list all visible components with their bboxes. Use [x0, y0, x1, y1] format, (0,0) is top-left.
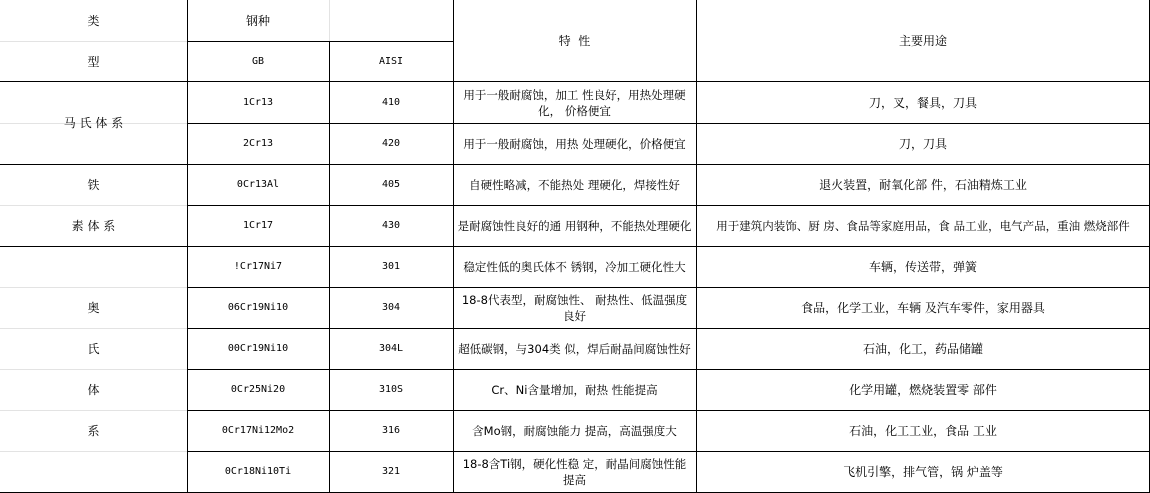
aisi-grade-cell: 420: [381, 137, 401, 149]
aisi-grade-cell: 316: [381, 424, 401, 436]
property-cell: 含Mo钢，耐腐蚀能力 提高，高温强度大: [472, 423, 677, 438]
aisi-grade-cell: 310S: [378, 383, 404, 395]
aisi-grade-cell: 321: [381, 465, 401, 477]
header-steel-grade: 钢种: [245, 13, 270, 28]
property-cell: 18-8含Ti钢，硬化性稳 定，耐晶间腐蚀性能提高: [462, 456, 687, 487]
gb-grade-cell: 1Cr13: [242, 96, 274, 108]
usage-cell: 刀，叉，餐具，刀具: [868, 95, 977, 110]
property-cell: 自硬性略减，不能热处 理硬化，焊接性好: [469, 177, 680, 192]
gb-grade-cell: 0Cr17Ni12Mo2: [221, 424, 295, 436]
group-austenitic-char-3: 体: [87, 382, 100, 397]
aisi-grade-cell: 304L: [378, 342, 404, 354]
property-cell: 超低碳钢，与304类 似，焊后耐晶间腐蚀性好: [458, 341, 691, 356]
gb-grade-cell: 0Cr18Ni10Ti: [224, 465, 292, 477]
gb-grade-cell: !Cr17Ni7: [233, 260, 283, 272]
header-usage: 主要用途: [898, 34, 947, 48]
header-type-top: 类: [87, 13, 100, 28]
group-ferritic-top: 铁: [87, 177, 100, 192]
usage-cell: 退火装置，耐氧化部 件，石油精炼工业: [819, 177, 1027, 192]
header-property: 特 性: [558, 34, 591, 48]
header-aisi: AISI: [378, 55, 404, 67]
property-cell: 用于一般耐腐蚀，加工 性良好，用热处理硬化， 价格便宜: [463, 87, 686, 118]
gb-grade-cell: 00Cr19Ni10: [227, 342, 289, 354]
group-austenitic-char-4: 系: [87, 423, 100, 438]
property-cell: Cr、Ni含量增加，耐热 性能提高: [491, 382, 658, 397]
property-cell: 是耐腐蚀性良好的通 用钢种，不能热处理硬化: [457, 218, 692, 233]
property-cell: 用于一般耐腐蚀，用热 处理硬化，价格便宜: [463, 136, 686, 151]
group-martensitic: 马 氏 体 系: [63, 116, 124, 130]
usage-cell: 化学用罐，燃烧装置零 部件: [849, 382, 997, 397]
usage-cell: 石油，化工工业，食品 工业: [849, 423, 997, 438]
aisi-grade-cell: 405: [381, 178, 401, 190]
aisi-grade-cell: 304: [381, 301, 401, 313]
usage-cell: 车辆，传送带，弹簧: [868, 259, 977, 274]
aisi-grade-cell: 410: [381, 96, 401, 108]
aisi-grade-cell: 430: [381, 219, 401, 231]
gb-grade-cell: 0Cr25Ni20: [230, 383, 286, 395]
group-austenitic-char-2: 氏: [87, 341, 100, 356]
usage-cell: 飞机引擎，排气管，锅 炉盖等: [843, 464, 1003, 479]
header-gb: GB: [251, 55, 265, 67]
gb-grade-cell: 06Cr19Ni10: [227, 301, 289, 313]
gb-grade-cell: 1Cr17: [242, 219, 274, 231]
property-cell: 18-8代表型，耐腐蚀性、 耐热性、低温强度良好: [461, 292, 688, 323]
usage-cell: 石油，化工，药品储罐: [862, 341, 983, 356]
group-ferritic-bottom: 素 体 系: [71, 218, 116, 233]
usage-cell: 食品，化学工业，车辆 及汽车零件，家用器具: [801, 300, 1045, 315]
gb-grade-cell: 2Cr13: [242, 137, 274, 149]
usage-cell: 刀，刀具: [898, 136, 947, 151]
aisi-grade-cell: 301: [381, 260, 401, 272]
usage-cell: 用于建筑内装饰、厨 房、食品等家庭用品，食 品工业，电气产品，重油 燃烧部件: [716, 218, 1130, 233]
property-cell: 稳定性低的奥氏体不 锈钢，冷加工硬化性大: [463, 259, 686, 274]
header-type-bottom: 型: [87, 54, 100, 69]
gb-grade-cell: 0Cr13Al: [236, 178, 280, 190]
group-austenitic-char-1: 奥: [87, 300, 100, 315]
